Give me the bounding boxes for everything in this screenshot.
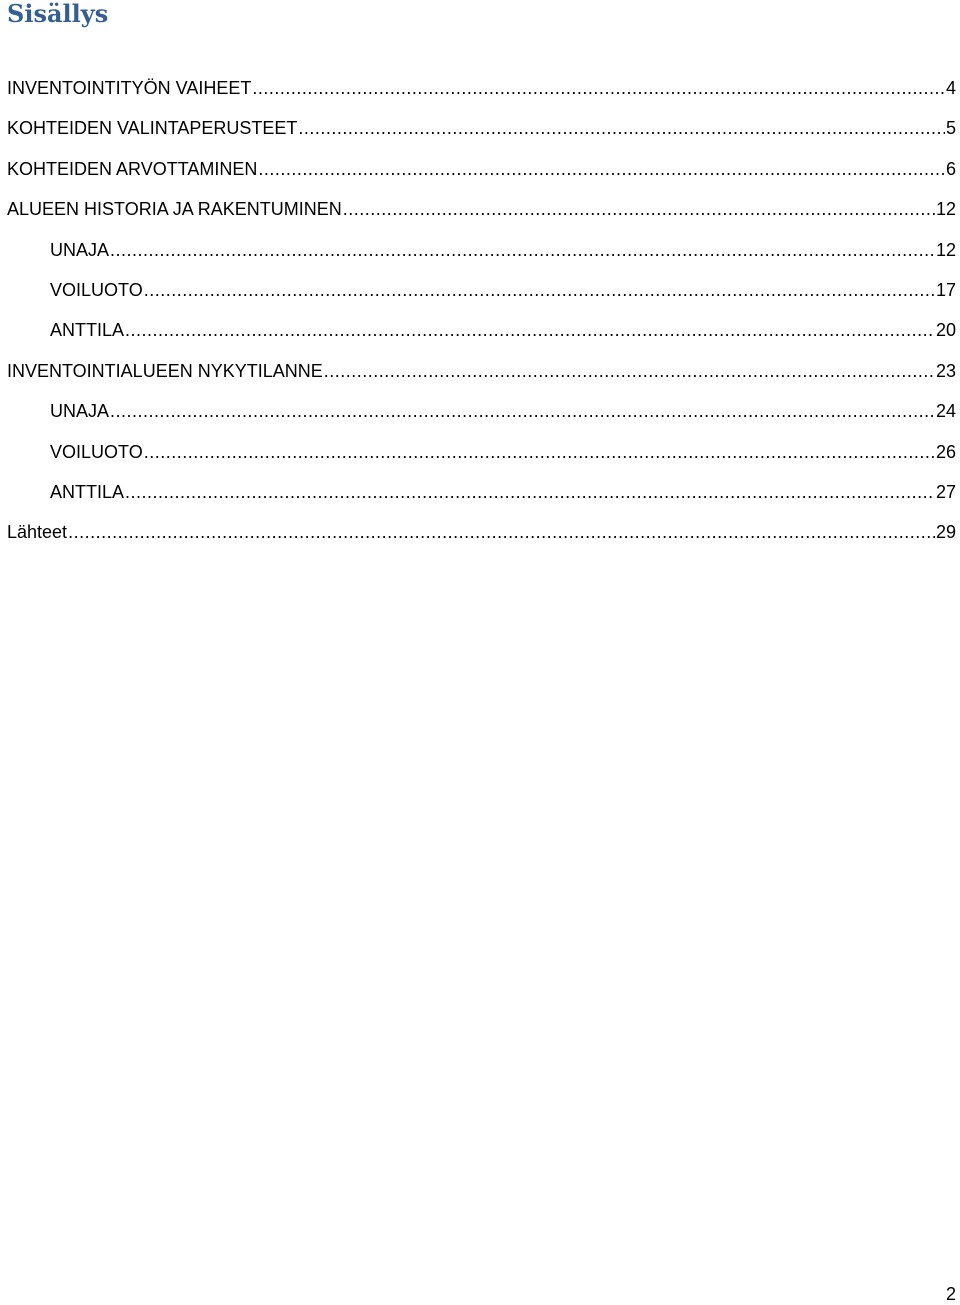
toc-entry-page: 24 [935, 401, 956, 422]
toc-entry-label: KOHTEIDEN VALINTAPERUSTEET [7, 118, 298, 139]
page-title: Sisällys [7, 0, 109, 28]
toc-entry-label: VOILUOTO [50, 441, 143, 462]
toc-entry-label: VOILUOTO [50, 279, 143, 300]
toc-entry-inventointityon-vaiheet[interactable] [7, 76, 956, 116]
toc-entry-page: 26 [935, 441, 956, 462]
toc-dot-leader [68, 520, 935, 544]
toc-entry-page: 27 [935, 481, 956, 502]
toc-dot-leader [324, 359, 935, 383]
toc-dot-leader [125, 318, 935, 342]
toc-entry-anttila-history[interactable] [7, 318, 956, 358]
toc-entry-lahteet[interactable] [7, 520, 956, 560]
toc-dot-leader [110, 399, 935, 423]
toc-entry-kohteiden-valintaperusteet[interactable] [7, 116, 956, 156]
toc-entry-label: UNAJA [50, 401, 110, 422]
toc-entry-page: 17 [935, 279, 956, 300]
toc-dot-leader [125, 480, 935, 504]
toc-dot-leader [252, 76, 945, 100]
toc-entry-label: KOHTEIDEN ARVOTTAMINEN [7, 158, 258, 179]
toc-entry-label: UNAJA [50, 239, 110, 260]
toc-entry-voiluoto-history[interactable] [7, 278, 956, 318]
toc-entry-kohteiden-arvottaminen[interactable] [7, 157, 956, 197]
toc-entry-label: Lähteet [7, 522, 68, 543]
toc-entry-label: ANTTILA [50, 320, 125, 341]
page-number: 2 [945, 1284, 956, 1304]
toc-entry-page: 29 [935, 522, 956, 543]
table-of-contents [7, 76, 956, 561]
toc-entry-page: 12 [935, 239, 956, 260]
toc-dot-leader [258, 157, 945, 181]
toc-entry-voiluoto-current[interactable] [7, 440, 956, 480]
toc-entry-page: 12 [935, 199, 956, 220]
toc-entry-page: 20 [935, 320, 956, 341]
toc-entry-unaja-history[interactable] [7, 238, 956, 278]
toc-entry-label: INVENTOINTITYÖN VAIHEET [7, 78, 252, 98]
toc-entry-unaja-current[interactable] [7, 399, 956, 439]
toc-dot-leader [298, 116, 945, 140]
toc-entry-page: 6 [945, 158, 956, 179]
toc-dot-leader [110, 238, 935, 262]
toc-entry-label: ANTTILA [50, 481, 125, 502]
toc-entry-page: 4 [945, 78, 956, 98]
toc-entry-label: ALUEEN HISTORIA JA RAKENTUMINEN [7, 199, 342, 220]
toc-entry-label: INVENTOINTIALUEEN NYKYTILANNE [7, 360, 323, 381]
toc-dot-leader [343, 197, 935, 221]
toc-dot-leader [144, 440, 935, 464]
toc-dot-leader [144, 278, 935, 302]
toc-entry-alueen-historia[interactable] [7, 197, 956, 237]
toc-entry-page: 5 [945, 118, 956, 139]
toc-entry-page: 23 [935, 360, 956, 381]
toc-entry-inventointialueen-nykytilanne[interactable] [7, 359, 956, 399]
toc-entry-anttila-current[interactable] [7, 480, 956, 520]
